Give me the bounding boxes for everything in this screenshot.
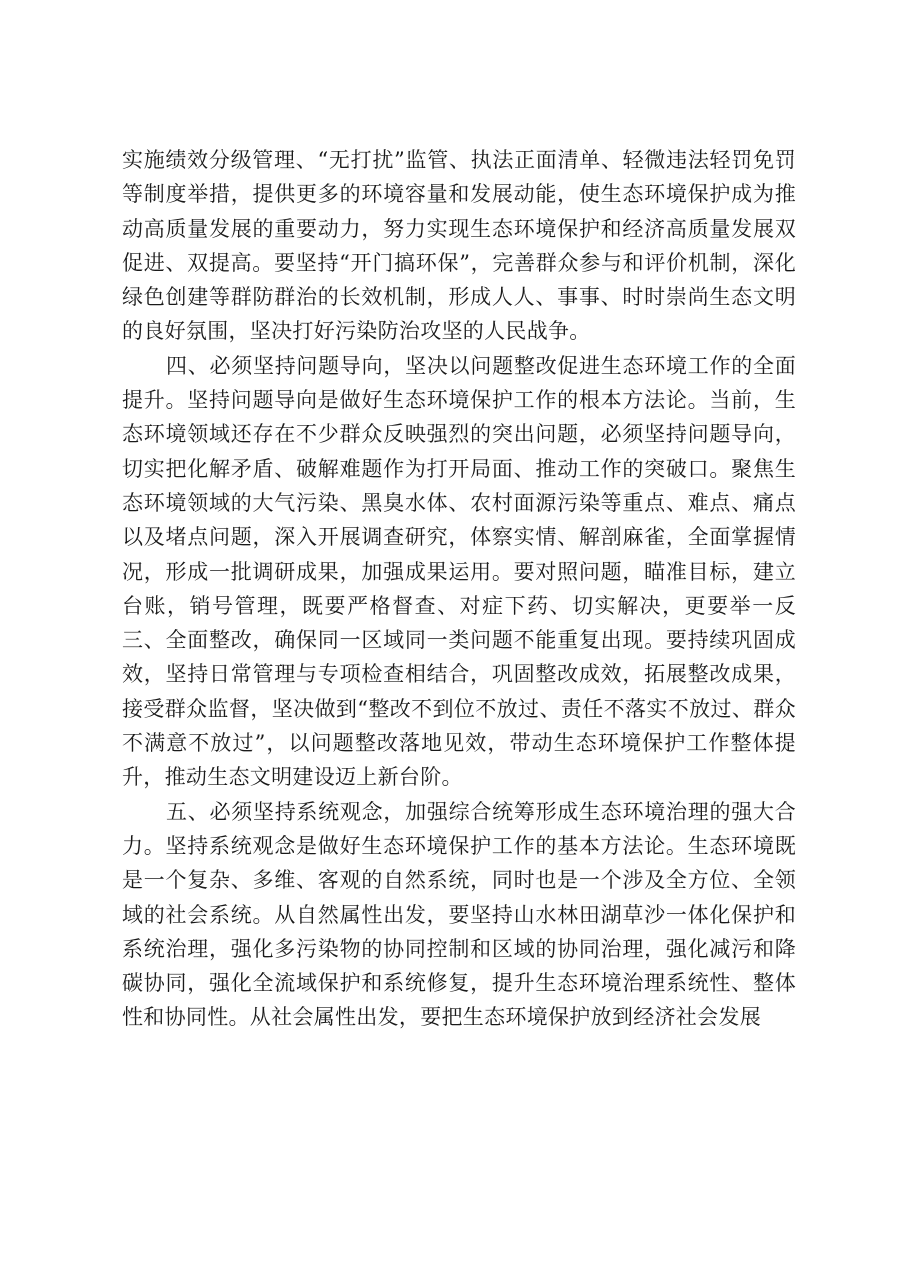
paragraph-continuation: 实施绩效分级管理、“无打扰”监管、执法正面清单、轻微违法轻罚免罚等制度举措，提供更多的环境容量和发展动能，使生态环境保护成为推动高质量发展的重要动力，努力实现生态环境保护和经济高质量发展双促进、双提高。要坚持“开门搞环保”，完善群众参与和评价机制，深化绿色创建等群防群治的长效机制，形成人人、事事、时时崇尚生态文明的良好氛围，坚决打好污染防治攻坚的人民战争。 <box>122 148 796 344</box>
document-body <box>122 143 796 1035</box>
paragraph-section-four: 四、必须坚持问题导向，坚决以问题整改促进生态环境工作的全面提升。坚持问题导向是做好生态环境保护工作的根本方法论。当前，生态环境领域还存在不少群众反映强烈的突出问题，必须坚持问题导向，切实把化解矛盾、破解难题作为打开局面、推动工作的突破口。聚焦生态环境领域的大气污染、黑臭水体、农村面源污染等重点、难点、痛点以及堵点问题，深入开展调查研究，体察实情、解剖麻雀，全面掌握情况，形成一批调研成果，加强成果运用。要对照问题，瞄准目标，建立台账，销号管理，既要严格督查、对症下药、切实解决，更要举一反三、全面整改，确保同一区域同一类问题不能重复出现。要持续巩固成效，坚持日常管理与专项检查相结合，巩固整改成效，拓展整改成果，接受群众监督，坚决做到“整改不到位不放过、责任不落实不放过、群众不满意不放过”，以问题整改落地见效，带动生态环境保护工作整体提升，推动生态文明建设迈上新台阶。 <box>122 353 796 790</box>
paragraph-section-five: 五、必须坚持系统观念，加强综合统筹形成生态环境治理的强大合力。坚持系统观念是做好生态环境保护工作的基本方法论。生态环境既是一个复杂、多维、客观的自然系统，同时也是一个涉及全方位、全领域的社会系统。从自然属性出发，要坚持山水林田湖草沙一体化保护和系统治理，强化多污染物的协同控制和区域的协同治理，强化减污和降碳协同，强化全流域保护和系统修复，提升生态环境治理系统性、整体性和协同性。从社会属性出发，要把生态环境保护放到经济社会发展 <box>122 799 796 1030</box>
